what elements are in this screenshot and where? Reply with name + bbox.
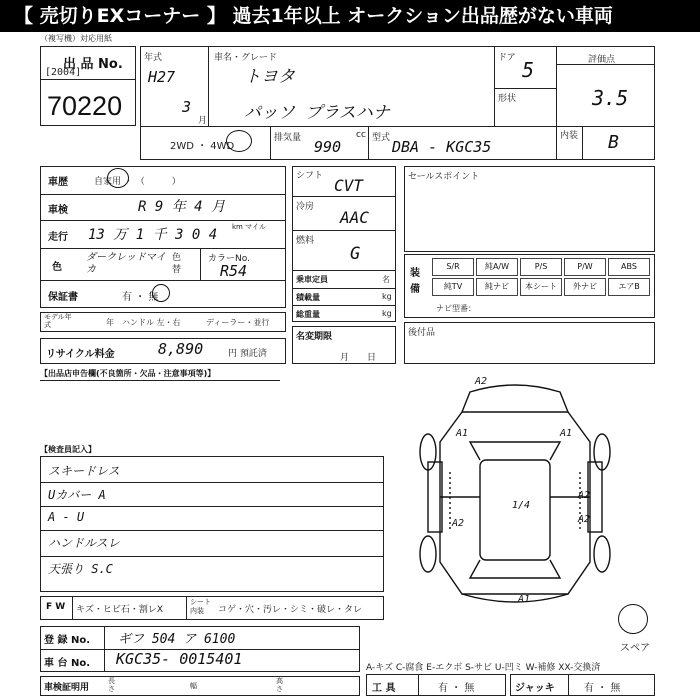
warranty-circle	[152, 284, 170, 302]
year-label: 年式	[144, 53, 163, 63]
equipment-item: 純A/W	[476, 258, 518, 276]
inspector-note: 天張り S.C	[48, 562, 113, 576]
doors-value: 5	[522, 58, 535, 82]
color-change-label: 色替	[172, 253, 182, 275]
type-label: 型式	[372, 133, 391, 143]
interior-label: 内装	[560, 131, 579, 141]
maker-grade-label: 車名・グレード	[214, 53, 278, 63]
lot-label: 出 品 No.	[63, 57, 123, 72]
ac-label: 冷房	[296, 202, 315, 212]
displacement-label: 排気量	[274, 133, 302, 143]
chassis-label: 車 台 No.	[44, 658, 91, 669]
warranty-value: 有 ・ 無	[122, 292, 159, 303]
year-tag: [2004]	[45, 67, 82, 78]
chassis-value: KGC35- 0015401	[116, 650, 243, 668]
4wd-circle	[226, 130, 252, 152]
subnote: （複写機）対応用紙	[40, 34, 112, 43]
recycle-label: リサイクル料金	[46, 349, 115, 360]
navi-label: ナビ型番：	[436, 304, 476, 313]
shape-label: 形状	[498, 94, 517, 104]
mileage-label: 走行	[48, 232, 68, 243]
lot-number: 70220	[47, 91, 123, 121]
equipment-item: S/R	[432, 258, 474, 276]
inspector-note: スキードレス	[48, 464, 120, 478]
jack-label: ジャッキ	[515, 683, 555, 694]
equipment-item: P/S	[520, 258, 562, 276]
damage-mark: A2	[452, 518, 465, 529]
color-no-label: カラーNo.	[208, 254, 250, 264]
warranty-label: 保証書	[48, 292, 78, 303]
history-value: 自家用 ・ （ ）	[94, 177, 181, 187]
month-value: 3	[182, 98, 192, 116]
inspector-note: Uカバー A	[48, 488, 106, 502]
recycle-unit: 円 預託済	[228, 349, 267, 359]
cert-length: 長さ	[108, 677, 115, 693]
handle-label: ハンドル 左・右	[122, 318, 181, 327]
model-year-unit: 年	[106, 318, 114, 327]
score-label: 評価点	[588, 55, 616, 65]
lot-box	[40, 46, 136, 126]
shift-value: CVT	[334, 176, 363, 195]
tools-value: 有 ・ 無	[438, 683, 475, 694]
maker: トヨタ	[244, 67, 295, 87]
inspector-note: A - U	[48, 510, 85, 524]
equipment-item: 純ナビ	[476, 278, 518, 296]
name-change-unit: 月 日	[340, 353, 377, 363]
cert-height: 高さ	[276, 677, 283, 693]
drive-label: 2WD ・ 4WD	[170, 141, 235, 152]
capacity-label: 乗車定員	[296, 275, 328, 284]
color-label: 色	[52, 262, 62, 273]
model-year-label: モデル年式	[44, 313, 72, 329]
equipment-item: 純TV	[432, 278, 474, 296]
inspector-note: ハンドルスレ	[48, 536, 120, 550]
fuel-label: 燃料	[296, 236, 315, 246]
load-unit: kg	[382, 292, 392, 301]
load-label: 積載量	[296, 293, 320, 302]
gross-unit: kg	[382, 309, 392, 318]
history-label: 車歴	[48, 177, 68, 188]
month-unit: 月	[198, 116, 208, 126]
banner: 【 売切りEXコーナー 】 過去1年以上 オークション出品歴がない車両	[0, 0, 700, 32]
damage-legend: A-キズ C-腐食 E-エクボ S-サビ U-凹ミ W-補修 XX-交換済	[366, 663, 601, 673]
fuel-value: G	[350, 244, 361, 264]
color-no-value: R54	[220, 262, 248, 280]
ac-value: AAC	[340, 208, 369, 227]
shift-label: シフト	[296, 171, 324, 181]
inspection-value: R 9 年 4 月	[138, 199, 226, 215]
aftermarket-label: 後付品	[408, 328, 436, 338]
dealer-label: ディーラー・並行	[206, 318, 270, 327]
color-value: ダークレッドマイカ	[86, 252, 166, 275]
capacity-unit: 名	[382, 275, 390, 284]
mileage-value: 13 万 1 千 3 0 4	[88, 227, 218, 243]
sales-point-label: セールスポイント	[408, 172, 480, 182]
equipment-item: エアB	[608, 278, 650, 296]
recycle-value: 8,890	[158, 340, 204, 358]
cert-label: 車検証明用	[44, 683, 90, 693]
spare-tire-icon	[618, 604, 648, 634]
cert-width: 幅	[190, 682, 197, 690]
reg-label: 登 録 No.	[44, 635, 91, 646]
equipment-label: 装備	[410, 268, 420, 295]
equipment-item: 外ナビ	[564, 278, 606, 296]
equipment-item: ABS	[608, 258, 650, 276]
damage-mark: A1	[518, 594, 531, 605]
damage-mark: A1	[456, 428, 469, 439]
lot-divider	[41, 79, 135, 80]
damage-mark: A1	[560, 428, 573, 439]
reg-value: ギフ 504 ア 6100	[118, 632, 236, 647]
interior-value: B	[608, 132, 619, 153]
type-value: DBA - KGC35	[392, 138, 492, 156]
equipment-item: 本シート	[520, 278, 562, 296]
aftermarket-box	[404, 322, 655, 364]
doors-label: ドア	[498, 53, 516, 63]
spare-label: スペア	[620, 643, 650, 654]
jack-value: 有 ・ 無	[584, 683, 621, 694]
damage-mark: A2	[475, 376, 488, 387]
damage-mark: A2	[578, 514, 591, 525]
fw-items: キズ・ヒビ石・割レX	[76, 605, 163, 615]
damage-mark: A2	[578, 490, 591, 501]
damage-mark: 1/4	[512, 500, 531, 511]
displacement-unit: cc	[356, 130, 366, 140]
mileage-unit: km マイル	[232, 223, 266, 231]
name-change-label: 名変期限	[296, 332, 333, 342]
equipment-item: P/W	[564, 258, 606, 276]
gross-label: 総重量	[296, 310, 320, 319]
car-damage-diagram	[400, 372, 630, 622]
inspection-label: 車検	[48, 205, 68, 216]
private-circle	[107, 168, 129, 188]
inspector-label: 【検査員記入】	[40, 445, 96, 454]
seat-items: コゲ・穴・汚レ・シミ・破レ・タレ	[218, 605, 363, 615]
score-value: 3.5	[592, 86, 629, 110]
displacement-value: 990	[314, 138, 342, 156]
tools-label: 工 具	[372, 683, 396, 694]
exhibitor-note-label: 【出品店申告欄(不良箇所・欠品・注意事項等)】	[40, 369, 216, 378]
model: パッソ プラスハナ	[244, 103, 390, 123]
year-value: H27	[148, 68, 176, 86]
fw-label: F W	[46, 602, 66, 612]
seat-label: シート内装	[190, 598, 211, 615]
